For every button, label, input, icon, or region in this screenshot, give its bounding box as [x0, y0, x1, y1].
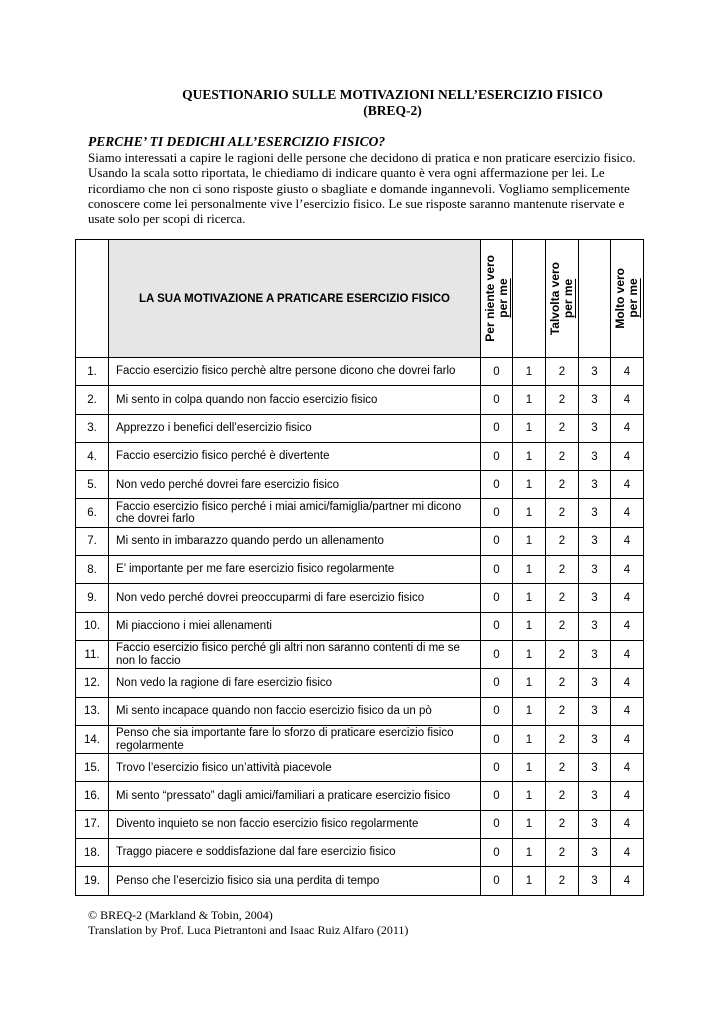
scale-label-3 [579, 240, 611, 358]
response-option-4[interactable]: 4 [611, 471, 644, 499]
response-option-4[interactable]: 4 [611, 442, 644, 470]
response-option-4[interactable]: 4 [611, 697, 644, 725]
table-header-row [76, 240, 644, 358]
response-option-1[interactable]: 1 [513, 640, 546, 668]
item-number: 6. [76, 499, 109, 527]
response-option-1[interactable]: 1 [513, 442, 546, 470]
item-number: 15. [76, 754, 109, 782]
response-option-2[interactable]: 2 [546, 556, 579, 584]
response-option-4[interactable]: 4 [611, 669, 644, 697]
table-row [76, 556, 644, 584]
item-number: 13. [76, 697, 109, 725]
item-statement: Mi sento “pressato” dagli amici/familiari a praticare esercizio fisico [109, 782, 481, 810]
response-option-3[interactable]: 3 [579, 640, 611, 668]
response-option-1[interactable]: 1 [513, 499, 546, 527]
response-option-4[interactable]: 4 [611, 867, 644, 895]
response-option-1[interactable]: 1 [513, 612, 546, 640]
response-option-4[interactable]: 4 [611, 725, 644, 753]
response-option-3[interactable]: 3 [579, 782, 611, 810]
response-option-0[interactable]: 0 [481, 640, 513, 668]
response-option-2[interactable]: 2 [546, 867, 579, 895]
item-number: 9. [76, 584, 109, 612]
response-option-0[interactable]: 0 [481, 499, 513, 527]
response-option-4[interactable]: 4 [611, 414, 644, 442]
response-option-2[interactable]: 2 [546, 414, 579, 442]
item-number: 12. [76, 669, 109, 697]
questionnaire-table [75, 239, 644, 896]
table-row [76, 414, 644, 442]
item-statement: Faccio esercizio fisico perché i miai amici/famiglia/partner mi dicono che dovrei farlo [109, 499, 481, 527]
table-row [76, 867, 644, 895]
response-option-2[interactable]: 2 [546, 697, 579, 725]
copyright-line: © BREQ-2 (Markland & Tobin, 2004) [88, 908, 273, 922]
response-option-1[interactable]: 1 [513, 754, 546, 782]
response-option-0[interactable]: 0 [481, 612, 513, 640]
response-option-3[interactable]: 3 [579, 669, 611, 697]
item-statement: Faccio esercizio fisico perché è divertente [109, 442, 481, 470]
response-option-2[interactable]: 2 [546, 839, 579, 867]
response-option-3[interactable]: 3 [579, 386, 611, 414]
response-option-1[interactable]: 1 [513, 471, 546, 499]
response-option-3[interactable]: 3 [579, 697, 611, 725]
scale-label-2 [546, 240, 579, 358]
item-number: 16. [76, 782, 109, 810]
response-option-2[interactable]: 2 [546, 527, 579, 555]
scale-label-0-line2: per me [495, 278, 510, 319]
response-option-2[interactable]: 2 [546, 584, 579, 612]
response-option-4[interactable]: 4 [611, 556, 644, 584]
footer [88, 908, 408, 938]
item-statement: Penso che sia importante fare lo sforzo di praticare esercizio fisico regolarmente [109, 725, 481, 753]
item-statement: Divento inquieto se non faccio esercizio fisico regolarmente [109, 810, 481, 838]
item-statement: Mi sento in imbarazzo quando perdo un allenamento [109, 527, 481, 555]
response-option-1[interactable]: 1 [513, 527, 546, 555]
item-number: 1. [76, 358, 109, 386]
table-row [76, 669, 644, 697]
item-statement: Faccio esercizio fisico perchè altre persone dicono che dovrei farlo [109, 358, 481, 386]
response-option-4[interactable]: 4 [611, 527, 644, 555]
response-option-4[interactable]: 4 [611, 640, 644, 668]
item-number: 10. [76, 612, 109, 640]
item-statement: Mi sento in colpa quando non faccio esercizio fisico [109, 386, 481, 414]
response-option-0[interactable]: 0 [481, 527, 513, 555]
item-statement: Non vedo perché dovrei fare esercizio fisico [109, 471, 481, 499]
table-row [76, 358, 644, 386]
scale-label-4-line1: Molto vero [613, 268, 627, 329]
item-number: 18. [76, 839, 109, 867]
item-number: 7. [76, 527, 109, 555]
response-option-2[interactable]: 2 [546, 782, 579, 810]
item-statement: Faccio esercizio fisico perché gli altri non saranno contenti di me se non lo faccio [109, 640, 481, 668]
response-option-1[interactable]: 1 [513, 386, 546, 414]
table-row [76, 386, 644, 414]
table-row [76, 782, 644, 810]
response-option-4[interactable]: 4 [611, 810, 644, 838]
response-option-1[interactable]: 1 [513, 669, 546, 697]
scale-label-1 [513, 240, 546, 358]
table-row [76, 499, 644, 527]
response-option-3[interactable]: 3 [579, 612, 611, 640]
table-row [76, 584, 644, 612]
header-label: LA SUA MOTIVAZIONE A PRATICARE ESERCIZIO FISICO [109, 240, 481, 358]
table-row [76, 754, 644, 782]
response-option-0[interactable]: 0 [481, 867, 513, 895]
response-option-1[interactable]: 1 [513, 867, 546, 895]
response-option-3[interactable]: 3 [579, 471, 611, 499]
item-statement: Penso che l’esercizio fisico sia una perdita di tempo [109, 867, 481, 895]
response-option-4[interactable]: 4 [611, 386, 644, 414]
response-option-4[interactable]: 4 [611, 782, 644, 810]
item-number: 5. [76, 471, 109, 499]
response-option-0[interactable]: 0 [481, 839, 513, 867]
response-option-0[interactable]: 0 [481, 782, 513, 810]
item-statement: Traggo piacere e soddisfazione dal fare esercizio fisico [109, 839, 481, 867]
response-option-3[interactable]: 3 [579, 725, 611, 753]
response-option-0[interactable]: 0 [481, 556, 513, 584]
response-option-3[interactable]: 3 [579, 867, 611, 895]
response-option-3[interactable]: 3 [579, 556, 611, 584]
item-statement: Trovo l’esercizio fisico un’attività piacevole [109, 754, 481, 782]
item-statement: Mi piacciono i miei allenamenti [109, 612, 481, 640]
table-row [76, 527, 644, 555]
response-option-3[interactable]: 3 [579, 754, 611, 782]
response-option-3[interactable]: 3 [579, 839, 611, 867]
item-number: 11. [76, 640, 109, 668]
item-statement: Non vedo la ragione di fare esercizio fisico [109, 669, 481, 697]
response-option-3[interactable]: 3 [579, 584, 611, 612]
response-option-0[interactable]: 0 [481, 414, 513, 442]
response-option-2[interactable]: 2 [546, 725, 579, 753]
response-option-0[interactable]: 0 [481, 810, 513, 838]
response-option-4[interactable]: 4 [611, 499, 644, 527]
response-option-2[interactable]: 2 [546, 810, 579, 838]
item-statement: Apprezzo i benefici dell’esercizio fisico [109, 414, 481, 442]
response-option-4[interactable]: 4 [611, 839, 644, 867]
response-option-0[interactable]: 0 [481, 584, 513, 612]
response-option-3[interactable]: 3 [579, 499, 611, 527]
response-option-0[interactable]: 0 [481, 471, 513, 499]
response-option-4[interactable]: 4 [611, 358, 644, 386]
response-option-0[interactable]: 0 [481, 669, 513, 697]
item-statement: Mi sento incapace quando non faccio esercizio fisico da un pò [109, 697, 481, 725]
scale-label-2-line2: per me [561, 278, 575, 319]
scale-label-4-line2: per me [626, 278, 640, 319]
translation-credit: Translation by Prof. Luca Pietrantoni and Isaac Ruiz Alfaro (2011) [88, 923, 409, 937]
response-option-2[interactable]: 2 [546, 442, 579, 470]
response-option-1[interactable]: 1 [513, 839, 546, 867]
table-row [76, 640, 644, 668]
response-option-2[interactable]: 2 [546, 640, 579, 668]
response-option-0[interactable]: 0 [481, 358, 513, 386]
item-number: 2. [76, 386, 109, 414]
item-number: 3. [76, 414, 109, 442]
item-number: 19. [76, 867, 109, 895]
response-option-2[interactable]: 2 [546, 499, 579, 527]
document-title: QUESTIONARIO SULLE MOTIVAZIONI NELL’ESERCIZIO FISICO [182, 87, 603, 102]
table-row [76, 471, 644, 499]
response-option-2[interactable]: 2 [546, 386, 579, 414]
response-option-0[interactable]: 0 [481, 725, 513, 753]
response-option-2[interactable]: 2 [546, 358, 579, 386]
table-row [76, 697, 644, 725]
item-number: 8. [76, 556, 109, 584]
response-option-0[interactable]: 0 [481, 442, 513, 470]
response-option-2[interactable]: 2 [546, 471, 579, 499]
response-option-4[interactable]: 4 [611, 754, 644, 782]
item-number: 17. [76, 810, 109, 838]
table-row [76, 810, 644, 838]
response-option-3[interactable]: 3 [579, 810, 611, 838]
intro-paragraph: Siamo interessati a capire le ragioni delle persone che decidono di pratica e non praticare esercizio fisico. Usando la scala sotto riportata, le chiediamo di indicare quanto è vera ogni affermazione per lei. Le ricordiamo che non ci sono risposte giusto o sbagliate e domande ingannevoli. Vogliamo semplicemente conoscere come lei personalmente vive l’esercizio fisico. Le sue risposte saranno mantenute riservate e usate solo per scopi di ricerca. [88, 150, 636, 227]
response-option-1[interactable]: 1 [513, 414, 546, 442]
header-corner-cell [76, 240, 109, 358]
scale-label-0 [481, 240, 513, 358]
response-option-3[interactable]: 3 [579, 442, 611, 470]
item-statement: E’ importante per me fare esercizio fisico regolarmente [109, 556, 481, 584]
table-row [76, 612, 644, 640]
response-option-4[interactable]: 4 [611, 612, 644, 640]
response-option-1[interactable]: 1 [513, 556, 546, 584]
response-option-1[interactable]: 1 [513, 697, 546, 725]
scale-label-0-line1: Per niente vero [482, 255, 497, 342]
item-number: 4. [76, 442, 109, 470]
response-option-0[interactable]: 0 [481, 697, 513, 725]
item-statement: Non vedo perché dovrei preoccuparmi di fare esercizio fisico [109, 584, 481, 612]
response-option-2[interactable]: 2 [546, 669, 579, 697]
response-option-0[interactable]: 0 [481, 754, 513, 782]
response-option-4[interactable]: 4 [611, 584, 644, 612]
response-option-2[interactable]: 2 [546, 754, 579, 782]
table-row [76, 725, 644, 753]
table-row [76, 442, 644, 470]
response-option-3[interactable]: 3 [579, 527, 611, 555]
response-option-1[interactable]: 1 [513, 584, 546, 612]
item-number: 14. [76, 725, 109, 753]
response-option-1[interactable]: 1 [513, 782, 546, 810]
response-option-2[interactable]: 2 [546, 612, 579, 640]
response-option-3[interactable]: 3 [579, 358, 611, 386]
section-question: PERCHE’ TI DEDICHI ALL’ESERCIZIO FISICO? [88, 134, 386, 149]
response-option-1[interactable]: 1 [513, 358, 546, 386]
document-title-acronym: (BREQ-2) [363, 103, 422, 118]
response-option-1[interactable]: 1 [513, 810, 546, 838]
table-row [76, 839, 644, 867]
scale-label-4 [611, 240, 644, 358]
response-option-0[interactable]: 0 [481, 386, 513, 414]
scale-label-2-line1: Talvolta vero [548, 261, 562, 336]
response-option-1[interactable]: 1 [513, 725, 546, 753]
response-option-3[interactable]: 3 [579, 414, 611, 442]
